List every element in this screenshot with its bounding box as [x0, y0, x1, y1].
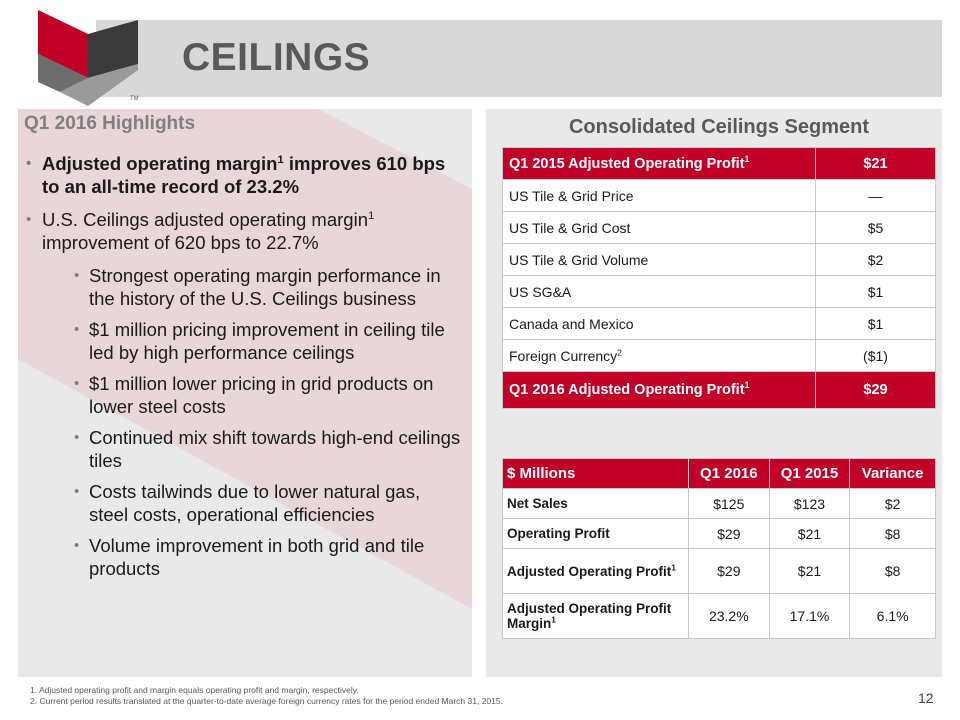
bridge-label-cell [503, 308, 816, 340]
bridge-label-cell [503, 244, 816, 276]
footnote-ref: 1 [551, 614, 556, 625]
highlight-bullet [72, 264, 464, 310]
financial-summary-table [502, 458, 936, 639]
highlights-list [24, 152, 464, 588]
summary-label-cell [503, 519, 689, 549]
bullet-text: U.S. Ceilings adjusted operating margin [42, 209, 368, 230]
bullet-text: Volume improvement in both grid and tile products [89, 535, 425, 579]
summary-value: $125 [689, 489, 770, 519]
bridge-label: US SG&A [509, 283, 572, 300]
bridge-label-cell [503, 212, 816, 244]
summary-header-row [503, 459, 936, 489]
bridge-label-cell [503, 180, 816, 212]
summary-value: $8 [850, 519, 936, 549]
bridge-value: $2 [816, 244, 936, 276]
bridge-value: $5 [816, 212, 936, 244]
bullet-text: Continued mix shift towards high-end ceilings tiles [89, 427, 461, 471]
segment-title: Consolidated Ceilings Segment [568, 116, 870, 138]
highlight-bullet [24, 152, 464, 198]
footnote-1: 1. Adjusted operating profit and margin equals operating profit and margin, respectively. [30, 685, 359, 695]
bridge-value: ($1) [816, 340, 936, 372]
footnote-ref: 1 [367, 209, 375, 222]
footnote-2: 2. Current period results translated at the quarter-to-date average foreign currency rates for the period ended March 31, 2015. [30, 696, 503, 706]
highlight-bullet [72, 318, 464, 364]
bridge-label: Q1 2015 Adjusted Operating Profit [509, 155, 745, 172]
summary-row [503, 549, 936, 594]
bullet-text-tail: improvement of 620 bps to 22.7% [42, 232, 319, 253]
summary-value: $2 [850, 489, 936, 519]
svg-text:TM: TM [130, 96, 139, 102]
bridge-row [503, 372, 936, 409]
bridge-row [503, 180, 936, 212]
bridge-label: US Tile & Grid Volume [509, 251, 649, 268]
page-number: 12 [918, 690, 934, 706]
bridge-row [503, 212, 936, 244]
summary-header-cell: $ Millions [503, 459, 689, 489]
page-title: CEILINGS [182, 36, 371, 79]
highlight-bullet [72, 426, 464, 472]
bridge-label-cell [503, 372, 816, 409]
summary-value: 6.1% [850, 594, 936, 639]
footnote-ref: 2 [617, 346, 622, 357]
bridge-label: Q1 2016 Adjusted Operating Profit [509, 382, 745, 398]
summary-header-cell: Variance [850, 459, 936, 489]
summary-value: $8 [850, 549, 936, 594]
company-logo [30, 8, 142, 106]
summary-value: $21 [769, 519, 850, 549]
summary-value: $29 [689, 519, 770, 549]
summary-row [503, 594, 936, 639]
bridge-value: $21 [816, 148, 936, 180]
bridge-row [503, 340, 936, 372]
bullet-text: Costs tailwinds due to lower natural gas, steel costs, operational efficiencies [89, 481, 421, 525]
summary-value: 23.2% [689, 594, 770, 639]
summary-label: Net Sales [507, 496, 568, 511]
highlight-bullet [72, 480, 464, 526]
bridge-row [503, 308, 936, 340]
footnote-ref: 1 [277, 153, 284, 166]
bridge-label: Canada and Mexico [509, 315, 634, 332]
bridge-label: Foreign Currency [509, 347, 618, 364]
bridge-value: $1 [816, 308, 936, 340]
bridge-row [503, 276, 936, 308]
summary-label: Adjusted Operating Profit Margin [507, 601, 672, 631]
summary-header-cell: Q1 2016 [689, 459, 770, 489]
bridge-value: $29 [816, 372, 936, 409]
bridge-label: US Tile & Grid Price [509, 187, 634, 204]
summary-row [503, 519, 936, 549]
summary-row [503, 489, 936, 519]
summary-label-cell [503, 549, 689, 594]
bullet-text: Adjusted operating margin [42, 153, 278, 174]
footnote-ref: 1 [744, 380, 750, 391]
bridge-label-cell [503, 340, 816, 372]
summary-label: Adjusted Operating Profit [507, 563, 672, 579]
highlight-bullet [72, 372, 464, 418]
bridge-label-cell [503, 276, 816, 308]
bridge-row [503, 148, 936, 180]
summary-value: $29 [689, 549, 770, 594]
highlight-bullet [24, 208, 464, 254]
footnotes [30, 685, 503, 707]
bridge-label-cell [503, 148, 816, 180]
highlight-bullet [72, 534, 464, 580]
bridge-value: $1 [816, 276, 936, 308]
bridge-value: — [816, 180, 936, 212]
summary-value: $123 [769, 489, 850, 519]
footnote-ref: 1 [744, 153, 750, 164]
summary-label-cell [503, 489, 689, 519]
summary-label-cell [503, 594, 689, 639]
bullet-text-tail: improves 610 bps to an all-time record of 23.2% [42, 153, 446, 197]
operating-profit-bridge-table [502, 147, 936, 409]
bridge-row [503, 244, 936, 276]
summary-value: 17.1% [769, 594, 850, 639]
bullet-text: Strongest operating margin performance in the history of the U.S. Ceilings business [89, 265, 441, 309]
bullet-text: $1 million lower pricing in grid products on lower steel costs [89, 373, 434, 417]
summary-label: Operating Profit [507, 526, 610, 541]
highlights-title: Q1 2016 Highlights [24, 113, 196, 134]
bridge-label: US Tile & Grid Cost [509, 219, 631, 236]
summary-header-cell: Q1 2015 [769, 459, 850, 489]
summary-value: $21 [769, 549, 850, 594]
bullet-text: $1 million pricing improvement in ceiling tile led by high performance ceilings [89, 319, 445, 363]
footnote-ref: 1 [671, 562, 676, 572]
